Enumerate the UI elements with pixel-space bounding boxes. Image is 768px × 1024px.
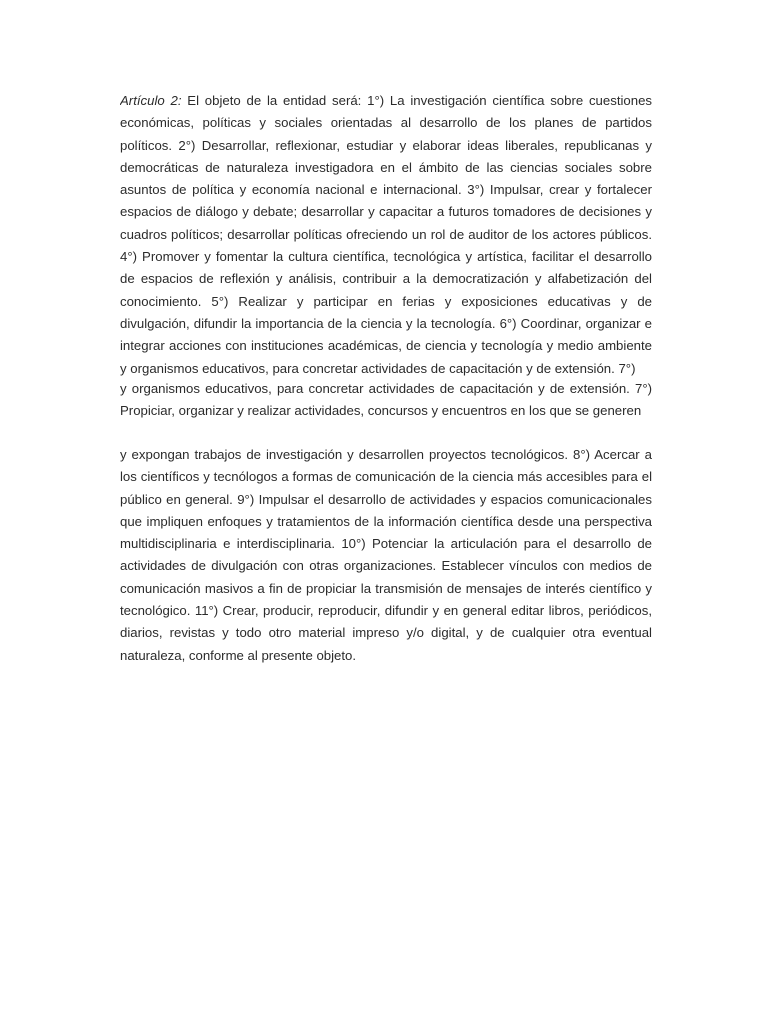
- paragraph-line: espacios de diálogo y debate; desarrollar y capacitar a futuros tomadores de decisiones y: [120, 204, 652, 220]
- paragraph-line: de espacios de reflexión y análisis, contribuir a la democratización y alfabetización del: [120, 271, 652, 287]
- paragraph-line: cuadros políticos; desarrollar políticas ofreciendo un rol de auditor de los actores públicos.: [120, 226, 652, 242]
- paragraph-block-2: [120, 378, 652, 423]
- paragraph-line: y organismos educativos, para concretar actividades de capacitación y de extensión. 7°): [120, 360, 636, 376]
- paragraph-line: democráticas de naturaleza investigadora en el ámbito de las ciencias sociales sobre: [120, 159, 652, 175]
- paragraph-line: divulgación, difundir la importancia de la ciencia y la tecnología. 6°) Coordinar, organizar e: [120, 315, 652, 331]
- paragraph-line: Propiciar, organizar y realizar actividades, concursos y encuentros en los que se generen: [120, 403, 642, 419]
- paragraph-line: comunicación masivos a fin de propiciar la transmisión de mensajes de interés científico y: [120, 580, 652, 596]
- paragraph-line: políticos. 2°) Desarrollar, reflexionar, estudiar y elaborar ideas liberales, republicanas y: [120, 137, 652, 153]
- paragraph-line: asuntos de política y economía nacional e internacional. 3°) Impulsar, crear y fortalecer: [120, 182, 652, 198]
- paragraph-line: y organismos educativos, para concretar actividades de capacitación y de extensión. 7°): [120, 381, 652, 396]
- paragraph-line: económicas, políticas y sociales orientadas al desarrollo de los planes de partidos: [120, 115, 652, 131]
- paragraph-block-3: [120, 444, 652, 667]
- paragraph-line: integrar acciones con instituciones académicas, de ciencia y tecnología y medio ambiente: [120, 338, 652, 354]
- paragraph-line: tecnológico. 11°) Crear, producir, reproducir, difundir y en general editar libros, periódicos,: [120, 603, 652, 619]
- article-label: Artículo 2:: [120, 93, 182, 108]
- paragraph-line: que impliquen enfoques y tratamientos de la información científica desde una perspectiva: [120, 513, 652, 529]
- paragraph-line-text: El objeto de la entidad será: 1°) La investigación científica sobre cuestiones: [181, 93, 652, 108]
- paragraph-line: naturaleza, conforme al presente objeto.: [120, 647, 357, 663]
- paragraph-line: [120, 90, 652, 112]
- paragraph-line: diarios, revistas y todo otro material impreso y/o digital, y de cualquier otra eventual: [120, 625, 652, 641]
- paragraph-line: conocimiento. 5°) Realizar y participar en ferias y exposiciones educativas y de: [120, 293, 652, 309]
- paragraph-block-1: [120, 90, 652, 380]
- paragraph-line: y expongan trabajos de investigación y desarrollen proyectos tecnológicos. 8°) Acercar a: [120, 447, 652, 462]
- paragraph-line: público en general. 9°) Impulsar el desarrollo de actividades y espacios comunicacionales: [120, 491, 652, 507]
- paragraph-line: los científicos y tecnólogos a formas de comunicación de la ciencia más accesibles para el: [120, 469, 652, 485]
- paragraph-line: actividades de divulgación con otras organizaciones. Establecer vínculos con medios de: [120, 558, 652, 574]
- paragraph-line: 4°) Promover y fomentar la cultura científica, tecnológica y artística, facilitar el desarrollo: [120, 249, 652, 265]
- paragraph-line: multidisciplinaria e interdisciplinaria. 10°) Potenciar la articulación para el desarrollo de: [120, 536, 652, 552]
